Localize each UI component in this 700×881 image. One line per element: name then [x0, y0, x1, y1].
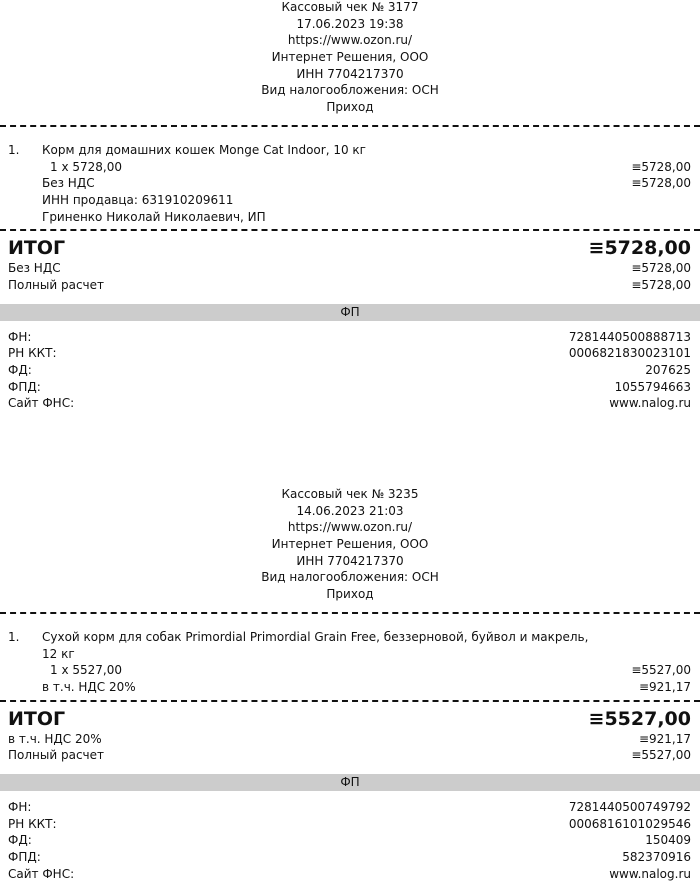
fiscal-label: ФПД:: [8, 379, 41, 394]
fiscal-value: 7281440500888713: [568, 329, 691, 344]
fiscal-value: 207625: [645, 363, 691, 377]
fiscal-row: [0, 379, 700, 396]
item-row: [0, 142, 700, 159]
seller-inn-row: [0, 192, 700, 209]
payment-row: [0, 277, 700, 294]
fiscal-label: Сайт ФНС:: [8, 396, 75, 411]
item-qty-row: [0, 662, 700, 679]
fp-bar: ФП: [0, 304, 700, 321]
item-vat-label: в т.ч. НДС 20%: [42, 679, 136, 694]
total-row: [0, 236, 700, 260]
fiscal-label: РН ККТ:: [8, 346, 57, 361]
item-number: 1.: [8, 629, 20, 644]
seller-name: Гриненко Николай Николаевич, ИП: [42, 209, 266, 224]
item-vat-label: Без НДС: [42, 176, 95, 191]
item-vat-row: [0, 679, 700, 696]
fiscal-value: www.nalog.ru: [609, 866, 691, 881]
fiscal-label: ФД:: [8, 833, 32, 848]
fiscal-value: www.nalog.ru: [609, 396, 691, 411]
receipt-site: https://www.ozon.ru/: [287, 520, 413, 535]
fiscal-value: 582370916: [622, 850, 691, 864]
item-qty-row: [0, 159, 700, 176]
item-qty-price: 1 x 5728,00: [50, 159, 122, 174]
total-value: ≡5728,00: [588, 237, 691, 260]
fiscal-row: [0, 345, 700, 362]
fiscal-label: ФПД:: [8, 850, 41, 864]
receipt-title: Кассовый чек № 3235: [281, 487, 419, 501]
payment-value: ≡5527,00: [631, 748, 691, 763]
payment-value: ≡5728,00: [631, 277, 691, 292]
receipt-type: Приход: [326, 587, 374, 602]
item-row: [0, 629, 700, 646]
fiscal-row: [0, 866, 700, 881]
fiscal-value: 1055794663: [614, 379, 691, 394]
total-vat-label: Без НДС: [8, 261, 61, 276]
total-vat-label: в т.ч. НДС 20%: [8, 731, 102, 746]
fiscal-row: [0, 799, 700, 816]
receipt-title: Кассовый чек № 3177: [281, 0, 419, 14]
fiscal-label: ФН:: [8, 799, 32, 814]
fiscal-row: [0, 832, 700, 849]
fiscal-row: [0, 329, 700, 346]
item-name-line1: Сухой корм для собак Primordial Primordial Grain Free, беззерновой, буйвол и макрель,: [42, 629, 589, 644]
fiscal-value: 0006821830023101: [568, 346, 691, 361]
total-vat-row: [0, 731, 700, 748]
receipt-2: [0, 486, 700, 881]
total-vat-value: ≡921,17: [638, 731, 691, 746]
fiscal-label: РН ККТ:: [8, 816, 57, 831]
payment-label: Полный расчет: [8, 748, 104, 763]
receipt-tax-system: Вид налогообложения: ОСН: [261, 83, 439, 98]
receipt-site: https://www.ozon.ru/: [287, 33, 413, 48]
item-vat-value: ≡921,17: [638, 679, 691, 694]
fiscal-value: 0006816101029546: [568, 816, 691, 831]
fiscal-row: [0, 849, 700, 866]
fiscal-value: 150409: [645, 833, 691, 848]
item-name: Корм для домашних кошек Monge Cat Indoor, 10 кг: [42, 142, 366, 157]
item-name-line2: 12 кг: [42, 646, 75, 661]
item-row-cont: [0, 646, 700, 663]
fiscal-row: [0, 816, 700, 833]
receipt-datetime: 14.06.2023 21:03: [296, 503, 404, 518]
receipt-1: [0, 0, 700, 412]
fiscal-row: [0, 395, 700, 412]
total-label: ИТОГ: [8, 707, 66, 730]
fiscal-row: [0, 362, 700, 379]
payment-row: [0, 747, 700, 764]
total-vat-row: [0, 260, 700, 277]
receipt-inn: ИНН 7704217370: [296, 553, 404, 568]
receipt-inn: ИНН 7704217370: [296, 66, 404, 81]
total-row: [0, 707, 700, 731]
receipt-company: Интернет Решения, ООО: [271, 50, 429, 65]
item-vat-row: [0, 175, 700, 192]
item-vat-value: ≡5728,00: [631, 176, 691, 191]
receipt-header: [0, 486, 700, 603]
item-qty-price: 1 x 5527,00: [50, 663, 122, 678]
total-value: ≡5527,00: [588, 707, 691, 730]
receipt-company: Интернет Решения, ООО: [271, 537, 429, 552]
seller-inn: ИНН продавца: 631910209611: [42, 192, 234, 207]
fiscal-label: Сайт ФНС:: [8, 866, 75, 881]
receipt-header: [0, 0, 700, 116]
fiscal-label: ФД:: [8, 363, 32, 377]
item-qty-total: ≡5728,00: [631, 159, 691, 174]
fiscal-label: ФН:: [8, 329, 32, 344]
receipt-datetime: 17.06.2023 19:38: [296, 16, 404, 31]
fp-bar: ФП: [0, 774, 700, 791]
receipt-type: Приход: [326, 100, 374, 115]
total-vat-value: ≡5728,00: [631, 261, 691, 276]
payment-label: Полный расчет: [8, 277, 104, 292]
seller-name-row: [0, 209, 700, 226]
total-label: ИТОГ: [8, 237, 66, 260]
fiscal-value: 7281440500749792: [568, 799, 691, 814]
item-number: 1.: [8, 142, 20, 157]
receipt-tax-system: Вид налогообложения: ОСН: [261, 570, 439, 585]
item-qty-total: ≡5527,00: [631, 663, 691, 678]
